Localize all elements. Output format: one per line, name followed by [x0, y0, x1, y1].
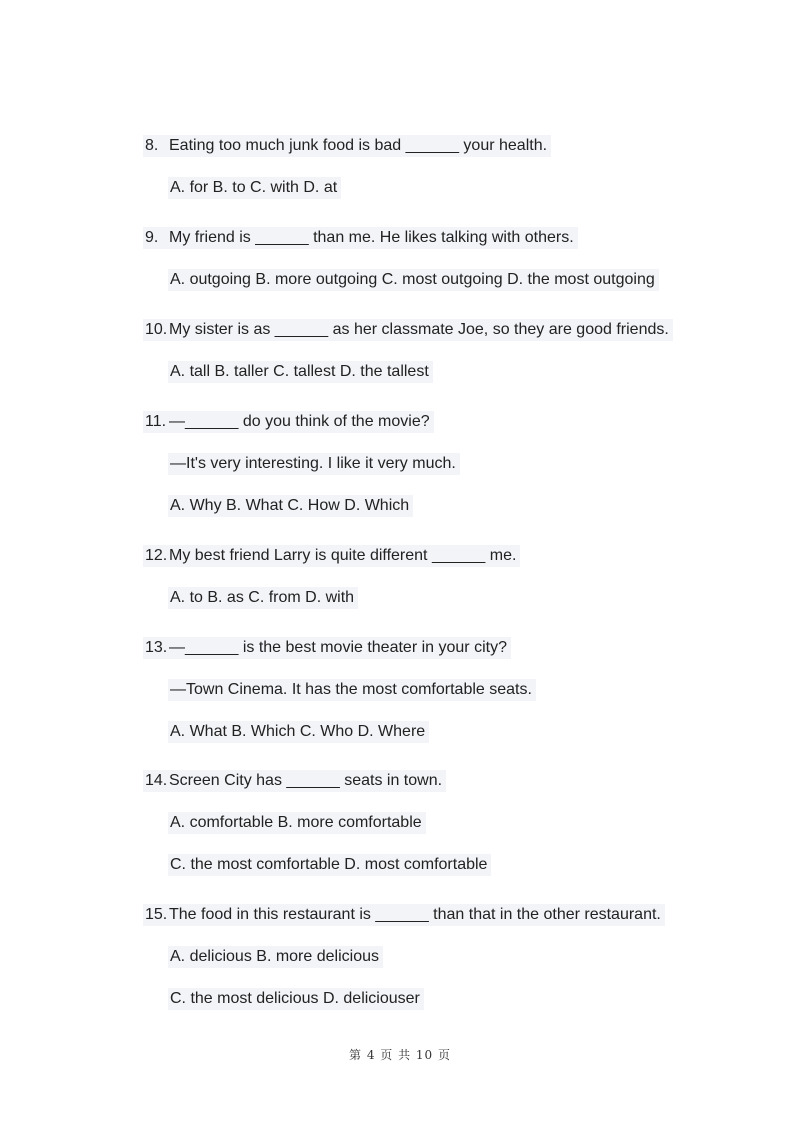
question-text: Eating too much junk food is bad ______ your health. — [169, 137, 548, 154]
question-stem — [143, 904, 665, 926]
question-stem — [143, 135, 551, 157]
answer-options: A. What B. Which C. Who D. Where — [168, 721, 429, 743]
answer-options: A. outgoing B. more outgoing C. most outgoing D. the most outgoing — [168, 269, 659, 291]
question-number: 10. — [145, 321, 168, 338]
question-number: 13. — [145, 639, 168, 656]
page-footer: 第 4 页 共 10 页 — [349, 1048, 451, 1062]
question-stem — [143, 545, 520, 567]
answer-options: A. delicious B. more delicious — [168, 946, 383, 968]
answer-options: A. to B. as C. from D. with — [168, 587, 358, 609]
answer-options: A. Why B. What C. How D. Which — [168, 495, 413, 517]
question-number: 15. — [145, 906, 168, 923]
question-text: —______ is the best movie theater in your city? — [169, 639, 507, 656]
answer-options: A. comfortable B. more comfortable — [168, 812, 426, 834]
question-number: 8. — [145, 137, 159, 154]
question-stem — [143, 770, 446, 792]
question-stem — [143, 411, 434, 433]
question-text: The food in this restaurant is ______ than that in the other restaurant. — [169, 906, 661, 923]
question-text: —______ do you think of the movie? — [169, 413, 430, 430]
question-number: 12. — [145, 547, 168, 564]
answer-options: C. the most comfortable D. most comfortable — [168, 854, 491, 876]
dialogue-line: —Town Cinema. It has the most comfortable seats. — [168, 679, 536, 701]
question-stem — [143, 319, 673, 341]
question-number: 14. — [145, 772, 168, 789]
dialogue-line: —It's very interesting. I like it very much. — [168, 453, 460, 475]
question-text: My friend is ______ than me. He likes talking with others. — [169, 229, 574, 246]
answer-options: A. for B. to C. with D. at — [168, 177, 341, 199]
question-text: My best friend Larry is quite different ______ me. — [169, 547, 517, 564]
answer-options: A. tall B. taller C. tallest D. the tallest — [168, 361, 433, 383]
question-text: Screen City has ______ seats in town. — [169, 772, 443, 789]
question-stem — [143, 227, 578, 249]
question-number: 11. — [145, 413, 167, 430]
answer-options: C. the most delicious D. deliciouser — [168, 988, 424, 1010]
question-stem — [143, 637, 511, 659]
question-text: My sister is as ______ as her classmate Joe, so they are good friends. — [169, 321, 669, 338]
question-number: 9. — [145, 229, 159, 246]
